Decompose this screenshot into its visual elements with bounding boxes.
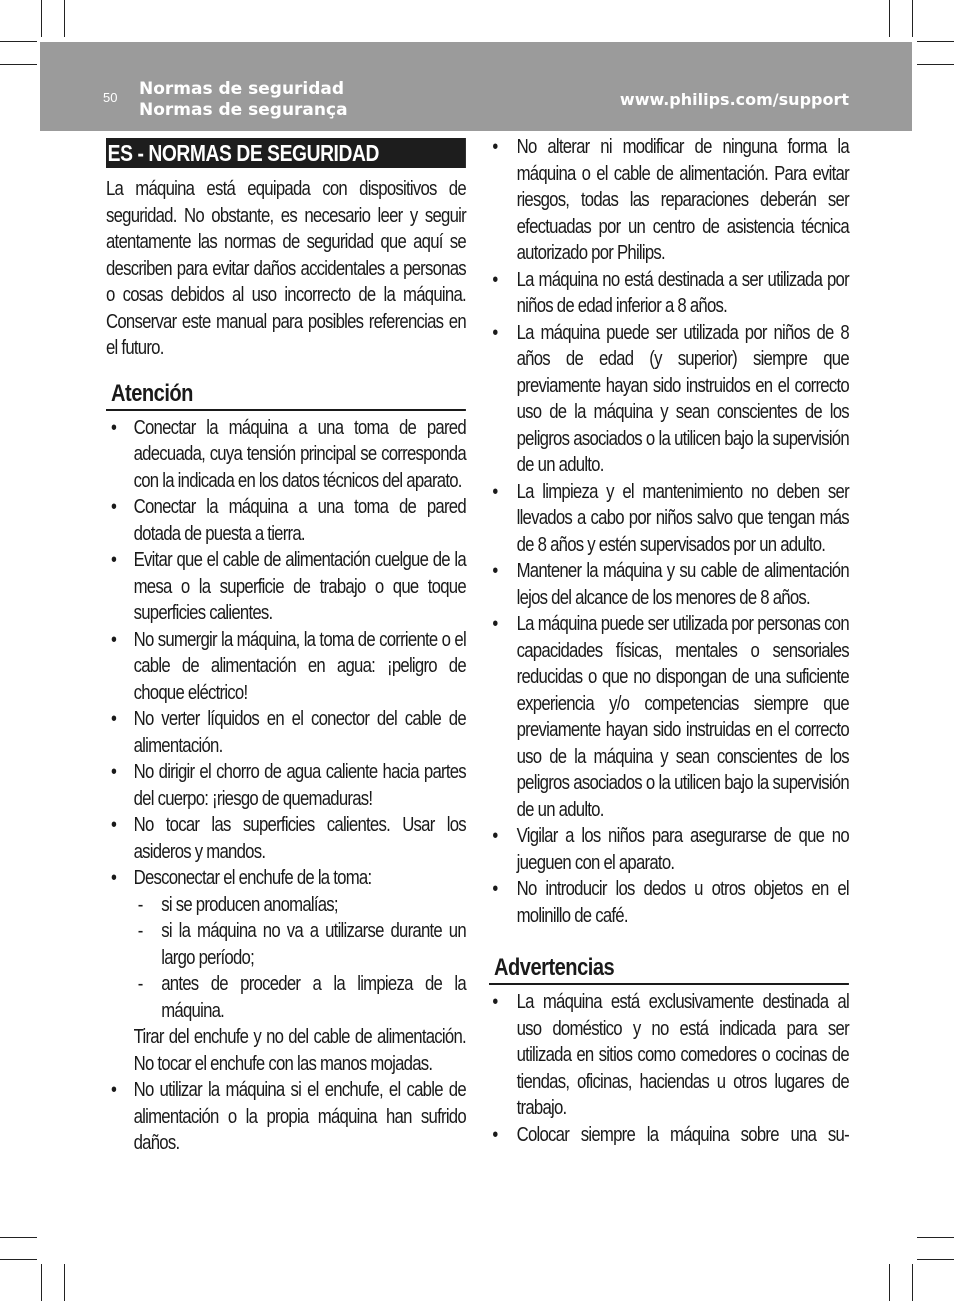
list-item: • La limpieza y el mantenimiento no deben ser llevados a cabo por niños salvo que tengan más de 8 años y estén supervisados por un adulto. (489, 479, 849, 559)
list-item: • No tocar las superficies calientes. Usar los asideros y mandos. (106, 812, 466, 865)
section-banner: ES - NORMAS DE SEGURIDAD (106, 138, 466, 168)
crop-mark (912, 0, 913, 37)
right-column (489, 136, 849, 1148)
page-number: 50 (103, 90, 118, 105)
unplug-note: Tirar del enchufe y no del cable de alimentación. No tocar el enchufe con las manos mojadas. (133, 1026, 466, 1075)
crop-mark (917, 1237, 954, 1238)
page-header (40, 42, 912, 131)
atencion-heading: Atención (106, 379, 466, 411)
list-item: • Mantener la máquina y su cable de alimentación lejos del alcance de los menores de 8 años. (489, 558, 849, 611)
atencion-list-continued (489, 134, 849, 929)
intro-paragraph: La máquina está equipada con dispositivos de seguridad. No obstante, es necesario leer y seguir atentamente las normas de seguridad que aquí se describen para evitar daños accidentales a personas o cosas debidos al uso incorrecto de la máquina. Conservar este manual para posibles referencias en el futuro. (106, 178, 466, 359)
sub-list-item: - si la máquina no va a utilizarse durante un largo período; (134, 918, 466, 971)
header-title-pt: Normas de segurança (139, 100, 348, 120)
list-item: • La máquina está exclusivamente destinada al uso doméstico y no está indicada para ser utilizada en sitios como comedores o cocinas de tiendas, oficinas, haciendas u otros lugares de trabajo. (489, 989, 849, 1122)
crop-mark (917, 64, 954, 65)
list-item: • No utilizar la máquina si el enchufe, el cable de alimentación o la propia máquina han sufrido daños. (106, 1077, 466, 1157)
advertencias-list (489, 989, 849, 1148)
list-item-text: Desconectar el enchufe de la toma: (133, 867, 372, 889)
list-item: • No introducir los dedos u otros objetos en el molinillo de café. (489, 876, 849, 929)
list-item-unplug (106, 865, 466, 1077)
crop-mark (889, 1264, 890, 1301)
crop-mark (64, 1264, 65, 1301)
crop-mark (917, 41, 954, 42)
crop-mark (0, 1259, 37, 1260)
sub-list-item: - antes de proceder a la limpieza de la máquina. (134, 971, 466, 1024)
crop-mark (41, 0, 42, 37)
atencion-list (106, 415, 466, 1157)
list-item: • No verter líquidos en el conector del cable de alimentación. (106, 706, 466, 759)
list-item: • Conectar la máquina a una toma de pared adecuada, cuya tensión principal se corresponda con la indicada en los datos técnicos del aparato. (106, 415, 466, 495)
crop-mark (889, 0, 890, 37)
crop-mark (64, 0, 65, 37)
list-item: • Colocar siempre la máquina sobre una su- (489, 1122, 849, 1149)
crop-mark (0, 1237, 37, 1238)
list-item: • La máquina puede ser utilizada por niños de 8 años de edad (y superior) siempre que previamente hayan sido instruidos en el correcto uso de la máquina y sean conscientes de los peligros asociados o la utilicen bajo la supervisión de un adulto. (489, 320, 849, 479)
left-column (106, 140, 466, 1157)
crop-mark (41, 1264, 42, 1301)
unplug-sublist (134, 892, 466, 1025)
advertencias-heading: Advertencias (489, 953, 849, 985)
crop-mark (0, 41, 37, 42)
crop-mark (912, 1264, 913, 1301)
header-title (139, 79, 348, 121)
header-title-es: Normas de seguridad (139, 79, 345, 99)
list-item: • No dirigir el chorro de agua caliente hacia partes del cuerpo: ¡riesgo de quemaduras! (106, 759, 466, 812)
crop-mark (0, 64, 37, 65)
list-item: • No sumergir la máquina, la toma de corriente o el cable de alimentación en agua: ¡peligro de choque eléctrico! (106, 627, 466, 707)
list-item: • No alterar ni modificar de ninguna forma la máquina o el cable de alimentación. Para evitar riesgos, todas las reparaciones deberán ser efectuadas por un centro de asistencia técnica autorizado por Philips. (489, 134, 849, 267)
crop-mark (917, 1259, 954, 1260)
sub-list-item: - si se producen anomalías; (134, 892, 466, 919)
list-item: • Conectar la máquina a una toma de pared dotada de puesta a tierra. (106, 494, 466, 547)
list-item: • Evitar que el cable de alimentación cuelgue de la mesa o la superficie de trabajo o que toque superficies calientes. (106, 547, 466, 627)
list-item: • La máquina puede ser utilizada por personas con capacidades físicas, mentales o sensoriales reducidas o que no dispongan de una suficiente experiencia y/o competencias siempre que previamente hayan sido instruidas en el correcto uso de la máquina y sean conscientes de los peligros asociados o la utilicen bajo la supervisión de un adulto. (489, 611, 849, 823)
support-url: www.philips.com/support (619, 90, 849, 109)
list-item: • Vigilar a los niños para asegurarse de que no jueguen con el aparato. (489, 823, 849, 876)
list-item: • La máquina no está destinada a ser utilizada por niños de edad inferior a 8 años. (489, 267, 849, 320)
